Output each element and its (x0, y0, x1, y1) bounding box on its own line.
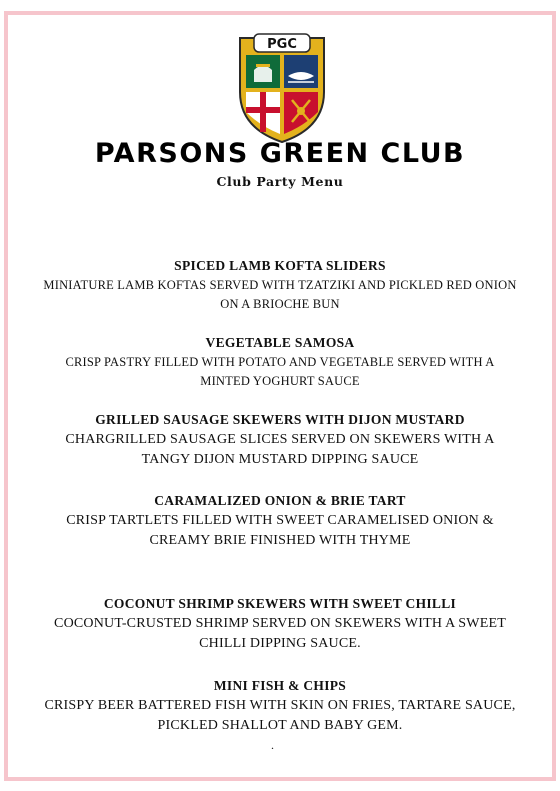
menu-item-description: CRISP PASTRY FILLED WITH POTATO AND VEGETABLE SERVED WITH A MINTED YOGHURT SAUCE (65, 355, 495, 388)
menu-item-description: MINIATURE LAMB KOFTAS SERVED WITH TZATZIKI AND PICKLED RED ONION ON A BRIOCHE BUN (43, 278, 517, 311)
club-crest-shield-icon (232, 30, 332, 145)
menu-item-name: VEGETABLE SAMOSA (205, 335, 355, 350)
menu-item (40, 333, 520, 391)
club-title: PARSONS GREEN CLUB (94, 138, 466, 169)
menu-item (40, 256, 520, 314)
menu-item-description: CHARGRILLED SAUSAGE SLICES SERVED ON SKEWERS WITH A TANGY DIJON MUSTARD DIPPING SAUCE (65, 432, 495, 467)
menu-item (40, 491, 520, 551)
footer-mark: . (271, 738, 274, 752)
menu-item-description: CRISPY BEER BATTERED FISH WITH SKIN ON FRIES, TARTARE SAUCE, PICKLED SHALLOT AND BABY GEM. (44, 698, 516, 733)
menu-item (40, 676, 520, 736)
menu-item (40, 594, 520, 654)
menu-item-name: MINI FISH & CHIPS (213, 678, 347, 693)
menu-item-description: COCONUT-CRUSTED SHRIMP SERVED ON SKEWERS WITH A SWEET CHILLI DIPPING SAUCE. (54, 616, 506, 651)
menu-item-description: CRISP TARTLETS FILLED WITH SWEET CARAMELISED ONION & CREAMY BRIE FINISHED WITH THYME (66, 513, 494, 548)
menu-item-name: CARAMALIZED ONION & BRIE TART (154, 493, 406, 508)
crest-initials: PGC (267, 37, 297, 52)
menu-item-name: GRILLED SAUSAGE SKEWERS WITH DIJON MUSTARD (95, 412, 465, 427)
menu-item (40, 410, 520, 470)
menu-item-name: SPICED LAMB KOFTA SLIDERS (174, 258, 386, 273)
menu-subtitle: Club Party Menu (216, 174, 344, 189)
menu-item-name: COCONUT SHRIMP SKEWERS WITH SWEET CHILLI (103, 596, 457, 611)
